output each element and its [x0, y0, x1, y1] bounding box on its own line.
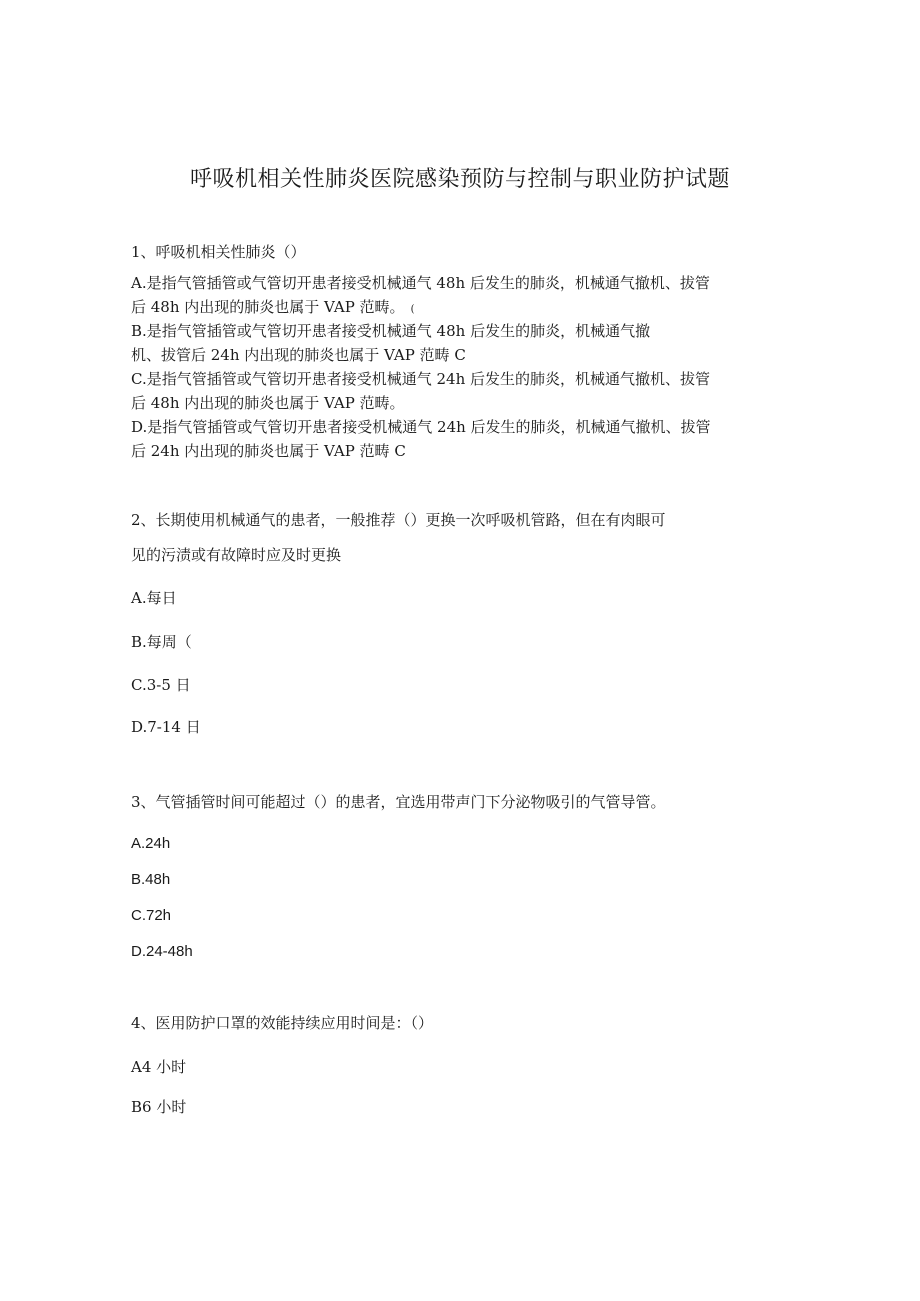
page-title: 呼吸机相关性肺炎医院感染预防与控制与职业防护试题: [189, 167, 730, 192]
question-2-option-c: C.3-5 日: [131, 676, 191, 694]
question-1-option-a-line-2: [131, 295, 414, 322]
question-4-option-b: B6 小时: [131, 1098, 187, 1116]
question-1-option-d-line-2: 后 24h 内出现的肺炎也属于 VAP 范畴 C: [131, 442, 406, 460]
question-3-option-d: D.24-48h: [131, 943, 193, 960]
question-2-option-b: B.每周（: [131, 633, 192, 651]
question-4-stem: 4、医用防护口罩的效能持续应用时间是：（）: [131, 1014, 434, 1032]
question-1-option-c-line-2: 后 48h 内出现的肺炎也属于 VAP 范畴。: [131, 394, 405, 412]
question-4-option-a: A4 小时: [131, 1058, 187, 1076]
question-1-option-a-line-2-text: 后 48h 内出现的肺炎也属于 VAP 范畴。: [131, 298, 405, 316]
question-1-stem: 1、呼吸机相关性肺炎（）: [131, 243, 306, 261]
question-1-option-d-line-1: D.是指气管插管或气管切开患者接受机械通气 24h 后发生的肺炎，机械通气撤机、拔管: [131, 418, 711, 436]
question-1-option-c-line-1: C.是指气管插管或气管切开患者接受机械通气 24h 后发生的肺炎，机械通气撤机、拔管: [131, 370, 710, 388]
question-2-stem-line-2: 见的污渍或有故障时应及时更换: [131, 546, 342, 564]
stray-mark: (: [410, 304, 415, 315]
question-1-option-b-line-2: 机、拔管后 24h 内出现的肺炎也属于 VAP 范畴 C: [131, 346, 466, 364]
question-1-option-a-line-1: A.是指气管插管或气管切开患者接受机械通气 48h 后发生的肺炎，机械通气撤机、拔管: [131, 274, 710, 292]
question-3-stem: 3、气管插管时间可能超过（）的患者，宜选用带声门下分泌物吸引的气管导管。: [131, 793, 666, 811]
question-2-stem-line-1: 2、长期使用机械通气的患者，一般推荐（）更换一次呼吸机管路，但在有肉眼可: [131, 511, 666, 529]
question-1-option-b-line-1: B.是指气管插管或气管切开患者接受机械通气 48h 后发生的肺炎，机械通气撤: [131, 322, 651, 340]
question-2-option-a: A.每日: [131, 589, 177, 607]
question-3-option-b: B.48h: [131, 871, 171, 888]
question-3-option-c: C.72h: [131, 907, 172, 924]
question-2-option-d: D.7-14 日: [131, 718, 201, 736]
question-3-option-a: A.24h: [131, 835, 171, 852]
